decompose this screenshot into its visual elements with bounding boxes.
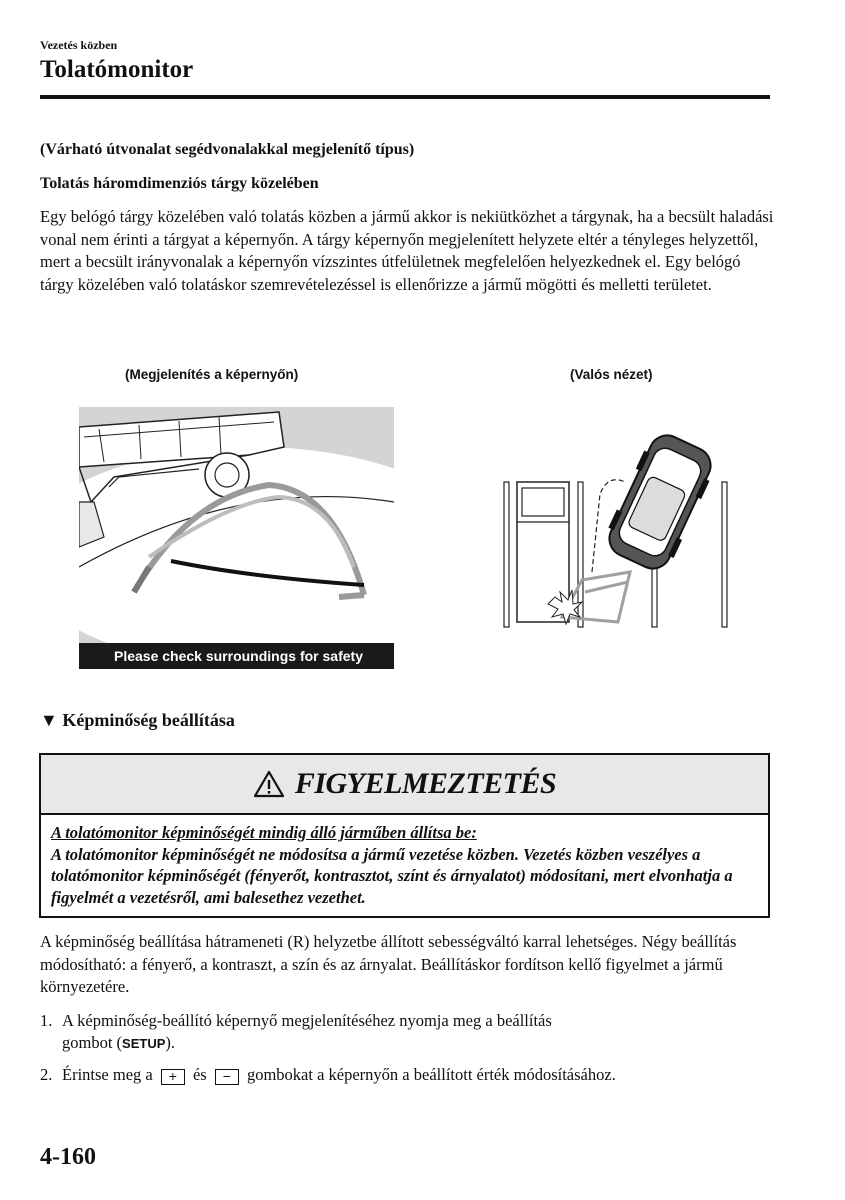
intro-paragraph: Egy belógó tárgy közelében való tolatás közben a jármű akkor is nekiütközhet a tárgynak, ha a becsült haladási vonal nem érinti a tárgyat a képernyőn. A tárgy képernyőn megjelenített helyzete eltér a tényleges helyzettől, mert a becsült irányvonalak a képernyőn vízszintes útfelületnek megfelelően helyezkednek el. Egy belógó tárgy közelében való tolatáskor szemrevételezéssel is ellenőrizze a jármű mögötti és melletti területet.	[40, 207, 774, 294]
page-title: Tolatómonitor	[40, 56, 194, 83]
step-text-b: és	[192, 1065, 207, 1084]
image-quality-heading	[40, 710, 235, 731]
step-number: 1.	[40, 1011, 53, 1030]
page-number: 4-160	[40, 1144, 96, 1170]
step-text-c: ).	[165, 1033, 176, 1052]
warning-line-1: A tolatómonitor képminőségét mindig álló járműben állítsa be:	[51, 823, 477, 842]
step-text-c: gombokat a képernyőn a beállított érték módosításához.	[246, 1065, 616, 1084]
real-view-illustration	[500, 412, 730, 637]
step-number: 2.	[40, 1065, 53, 1084]
heading-marker: ▼	[40, 710, 58, 730]
type-subheading: (Várható útvonalat segédvonalakkal megjelenítő típus)	[40, 141, 415, 158]
adjust-paragraph: A képminőség beállítása hátrameneti (R) helyzetbe állított sebességváltó karral lehetséges. Négy beállítás módosítható: a fényerő, a kontraszt, a szín és az árnyalat. Beállításkor fordítson kellő figyelmet a jármű környezetére.	[40, 932, 737, 996]
setup-key: SETUP	[122, 1036, 166, 1051]
screen-banner-text: Please check surroundings for safety	[114, 648, 363, 664]
plus-key: +	[161, 1069, 185, 1085]
warning-line-2: A tolatómonitor képminőségét ne módosítsa a jármű vezetése közben. Vezetés közben veszélyes a tolatómonitor képminőségét (fényerőt, kontrasztot, színt és árnyalatot) módosítani, mert elvonhatja a figyelmét a vezetésről, ami balesethez vezethet.	[51, 844, 733, 907]
title-rule	[40, 95, 770, 99]
topic-subheading: Tolatás háromdimenziós tárgy közelében	[40, 175, 319, 192]
section-label: Vezetés közben	[40, 38, 118, 52]
screen-view-illustration	[79, 407, 394, 669]
caption-screen-view: (Megjelenítés a képernyőn)	[125, 367, 299, 382]
caption-real-view: (Valós nézet)	[570, 367, 653, 382]
step-1	[40, 1010, 780, 1055]
step-text-a: Érintse meg a	[62, 1065, 153, 1084]
heading-text: Képminőség beállítása	[62, 710, 235, 730]
step-2	[40, 1064, 780, 1086]
warning-body	[41, 815, 768, 908]
warning-box	[39, 753, 770, 918]
warning-header	[41, 755, 768, 815]
warning-title: FIGYELMEZTETÉS	[294, 767, 557, 800]
warning-triangle-icon	[253, 770, 285, 798]
step-text-b: gombot (	[62, 1033, 123, 1052]
step-text-a: A képminőség-beállító képernyő megjelenítéséhez nyomja meg a beállítás	[62, 1011, 552, 1030]
minus-key: −	[215, 1069, 239, 1085]
